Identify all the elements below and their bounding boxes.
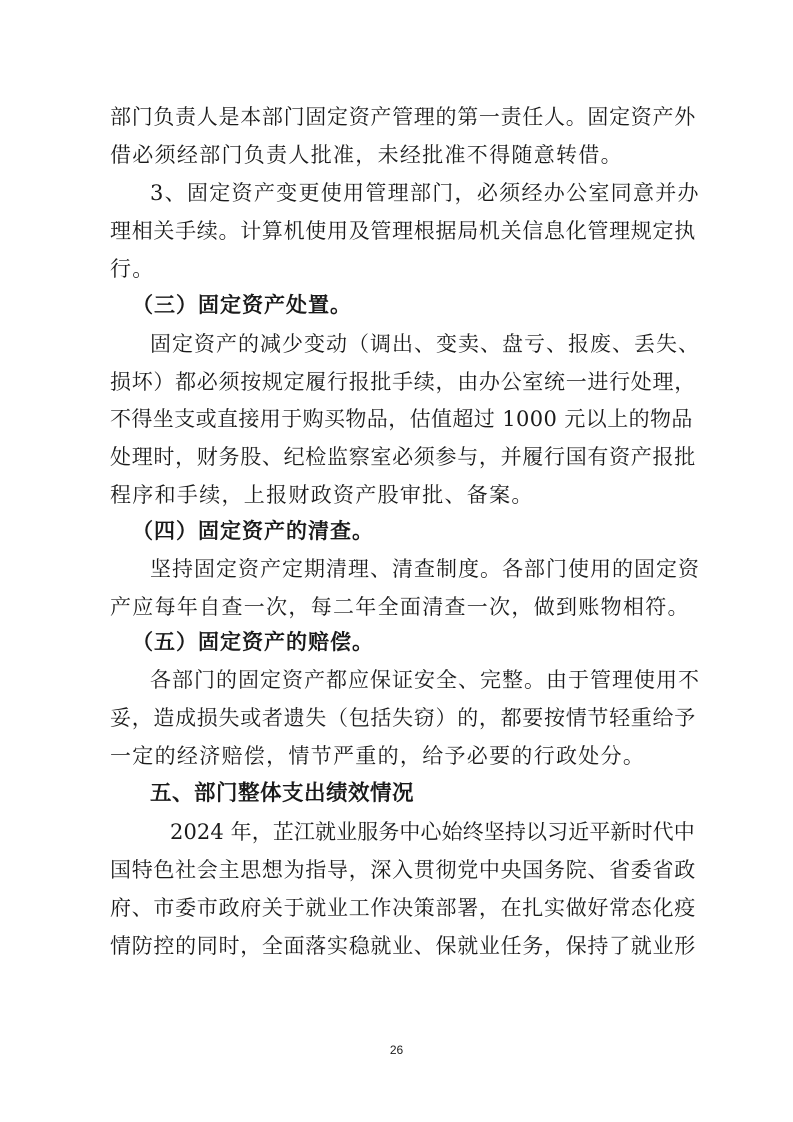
page-number: 26 — [389, 1043, 404, 1057]
body-text-line: 一定的经济赔偿，情节严重的，给予必要的行政处分。 — [110, 744, 646, 768]
body-text-line: 产应每年自查一次，每二年全面清查一次，做到账物相符。 — [110, 595, 690, 619]
body-text-line: 不得坐支或直接用于购买物品，估值超过 1000 元以上的物品 — [110, 407, 693, 431]
body-text-line: 坚持固定资产定期清理、清查制度。各部门使用的固定资 — [150, 557, 700, 581]
subsection-heading-5: （五）固定资产的赔偿。 — [132, 630, 374, 654]
body-text-line: 固定资产的减少变动（调出、变卖、盘亏、报废、丢失、 — [150, 332, 700, 356]
body-text-line: 3、固定资产变更使用管理部门，必须经办公室同意并办 — [150, 181, 700, 205]
body-text-line: 程序和手续，上报财政资产股审批、备案。 — [110, 483, 534, 507]
body-text-line: 妥，造成损失或者遗失（包括失窃）的，都要按情节轻重给予 — [110, 706, 696, 730]
body-text-line: 理相关手续。计算机使用及管理根据局机关信息化管理规定执 — [110, 219, 696, 243]
body-text-line: 情防控的同时，全面落实稳就业、保就业任务，保持了就业形 — [110, 934, 696, 958]
body-text-line: 处理时，财务股、纪检监察室必须参与，并履行国有资产报批 — [110, 445, 696, 469]
section-heading-5: 五、部门整体支出绩效情况 — [150, 781, 415, 806]
body-text-line: 府、市委市政府关于就业工作决策部署，在扎实做好常态化疫 — [110, 896, 696, 920]
body-text-line: 各部门的固定资产都应保证安全、完整。由于管理使用不 — [150, 668, 700, 692]
body-text-line: 行。 — [110, 257, 155, 281]
body-text-line: 损坏）都必须按规定履行报批手续，由办公室统一进行处理， — [110, 370, 696, 394]
body-text-line: 部门负责人是本部门固定资产管理的第一责任人。固定资产外 — [110, 105, 696, 129]
body-text-line: 借必须经部门负责人批准，未经批准不得随意转借。 — [110, 143, 623, 167]
body-text-line: 2024 年，芷江就业服务中心始终坚持以习近平新时代中 — [170, 820, 695, 844]
subsection-heading-4: （四）固定资产的清查。 — [132, 519, 374, 543]
subsection-heading-3: （三）固定资产处置。 — [132, 293, 352, 317]
body-text-line: 国特色社会主思想为指导，深入贯彻党中央国务院、省委省政 — [110, 858, 696, 882]
